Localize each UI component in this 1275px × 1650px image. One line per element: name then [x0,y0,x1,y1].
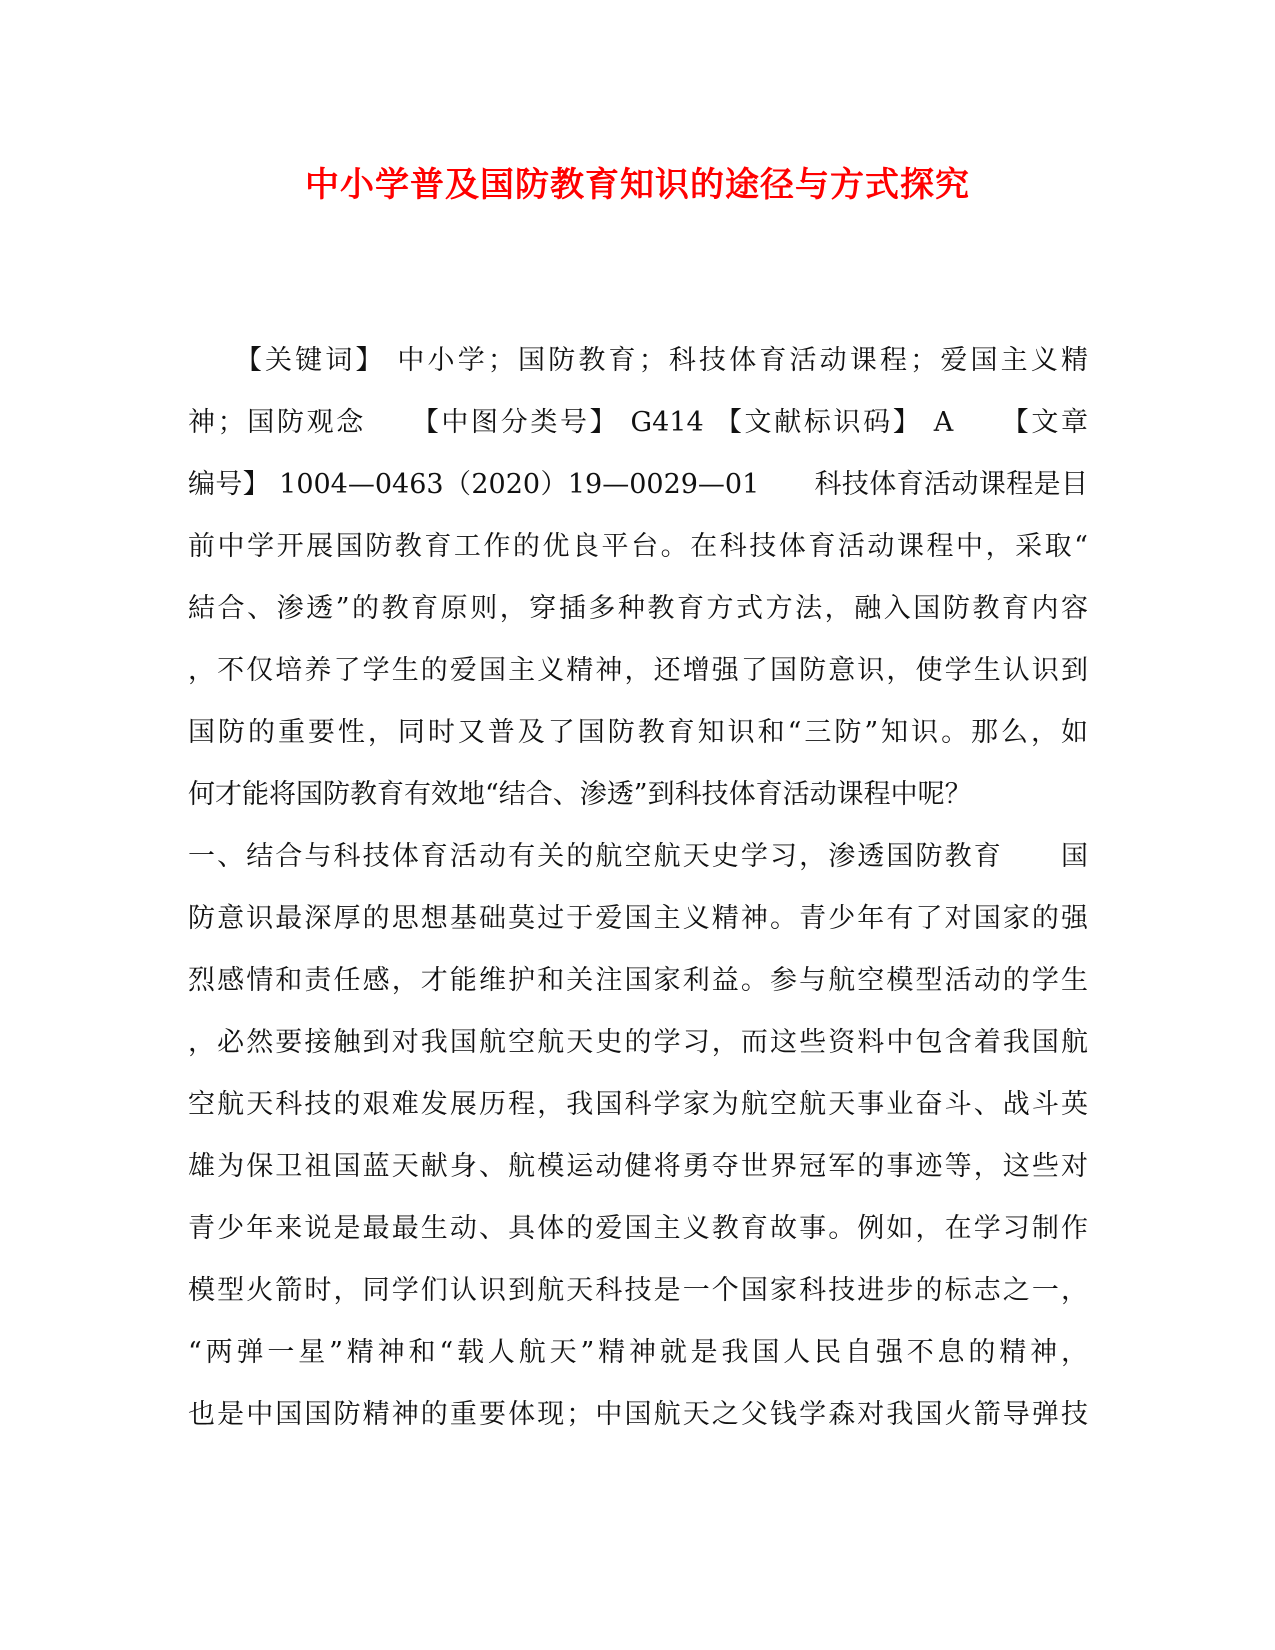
body-line: 也是中国国防精神的重要体现；中国航天之父钱学森对我国火箭导弹技 [188,1399,1088,1430]
document-title: 中小学普及国防教育知识的途径与方式探究 [305,165,970,205]
section-heading-line: 一、结合与科技体育活动有关的航空航天史学习，渗透国防教育 国 [188,841,1088,872]
body-line: 雄为保卫祖国蓝天献身、航模运动健将勇夺世界冠军的事迹等，这些对 [188,1151,1088,1182]
body-line: 国防的重要性，同时又普及了国防教育知识和“三防”知识。那么，如 [188,717,1088,748]
body-line: 模型火箭时，同学们认识到航天科技是一个国家科技进步的标志之一， [188,1275,1088,1306]
body-line: ，必然要接触到对我国航空航天史的学习，而这些资料中包含着我国航 [188,1027,1088,1058]
body-line: 結合、渗透”的教育原则，穿插多种教育方式方法，融入国防教育内容 [188,593,1088,624]
body-line: 神；国防观念 【中图分类号】 G414 【文献标识码】 A 【文章 [188,407,1088,438]
body-line: “两弹一星”精神和“载人航天”精神就是我国人民自强不息的精神， [188,1337,1088,1368]
body-line: 青少年来说是最最生动、具体的爱国主义教育故事。例如，在学习制作 [188,1213,1088,1244]
body-line: ，不仅培养了学生的爱国主义精神，还增强了国防意识，使学生认识到 [188,655,1088,686]
body-line: 烈感情和责任感，才能维护和关注国家利益。参与航空模型活动的学生 [188,965,1088,996]
body-line: 空航天科技的艰难发展历程，我国科学家为航空航天事业奋斗、战斗英 [188,1089,1088,1120]
body-line: 编号】 1004—0463（2020）19—0029—01 科技体育活动课程是目 [188,469,1088,500]
body-line: 前中学开展国防教育工作的优良平台。在科技体育活动课程中，采取“ [188,531,1088,562]
body-line: 防意识最深厚的思想基础莫过于爱国主义精神。青少年有了对国家的强 [188,903,1088,934]
body-line: 【关键词】 中小学；国防教育；科技体育活动课程；爱国主义精 [188,345,1088,376]
body-line: 何才能将国防教育有效地“结合、渗透”到科技体育活动课程中呢？ [188,779,972,810]
